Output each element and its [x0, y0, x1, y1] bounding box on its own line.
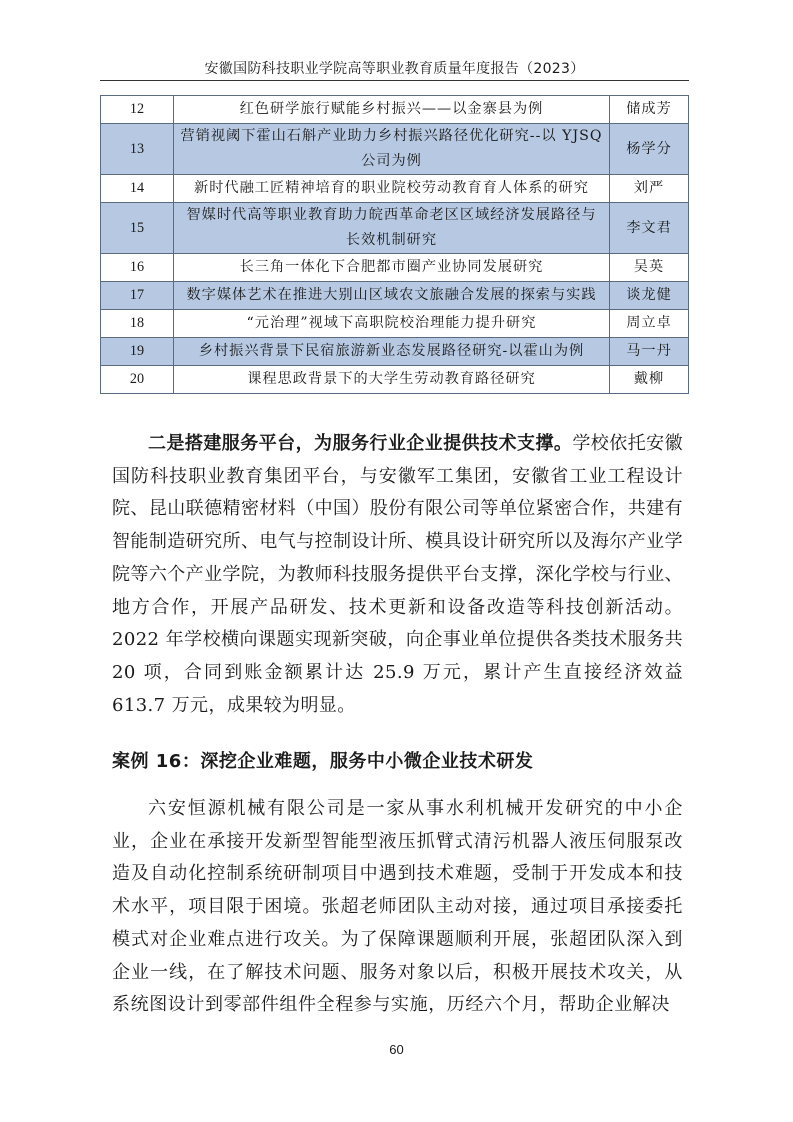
- row-number: 17: [101, 282, 174, 310]
- row-number: 15: [101, 203, 174, 254]
- table-row: [101, 96, 689, 124]
- table-row: [101, 175, 689, 203]
- project-title: 数字媒体艺术在推进大别山区域农文旅融合发展的探索与实践: [174, 282, 610, 310]
- page-number: 60: [389, 1042, 404, 1057]
- section-body: 学校依托安徽国防科技职业教育集团平台，与安徽军工集团，安徽省工业工程设计院、昆山联德精密材料（中国）股份有限公司等单位紧密合作，共建有智能制造研究所、电气与控制设计所、模具设计研究所以及海尔产业学院等六个产业学院，为教师科技服务提供平台支撑，深化学校与行业、地方合作，开展产品研发、技术更新和设备改造等科技创新活动。2022 年学校横向课题实现新突破，向企事业单位提供各类技术服务共 20 项，合同到账金额累计达 25.9 万元，累计产生直接经济效益 613.7 万元，成果较为明显。: [112, 433, 683, 716]
- row-number: 19: [101, 338, 174, 366]
- project-title: 营销视阈下霍山石斛产业助力乡村振兴路径优化研究--以 YJSQ 公司为例: [174, 124, 610, 175]
- project-title: 智媒时代高等职业教育助力皖西革命老区区域经济发展路径与长效机制研究: [174, 203, 610, 254]
- project-leader: 马一丹: [610, 338, 689, 366]
- project-title: 红色研学旅行赋能乡村振兴——以金寨县为例: [174, 96, 610, 124]
- row-number: 12: [101, 96, 174, 124]
- project-leader: 周立卓: [610, 310, 689, 338]
- table-row: [101, 338, 689, 366]
- project-title: “元治理”视域下高职院校治理能力提升研究: [174, 310, 610, 338]
- case-title: 案例 16：深挖企业难题，服务中小微企业技术研发: [112, 751, 534, 772]
- project-title: 课程思政背景下的大学生劳动教育路径研究: [174, 366, 610, 394]
- table-row: [101, 366, 689, 394]
- table-row: [101, 203, 689, 254]
- table-row: [101, 124, 689, 175]
- header-rule: [100, 80, 689, 81]
- project-table: [100, 95, 689, 394]
- project-leader: 李文君: [610, 203, 689, 254]
- table-row: [101, 310, 689, 338]
- project-leader: 戴柳: [610, 366, 689, 394]
- row-number: 18: [101, 310, 174, 338]
- table-row: [101, 254, 689, 282]
- row-number: 14: [101, 175, 174, 203]
- running-header: 安徽国防科技职业学院高等职业教育质量年度报告（2023）: [204, 61, 585, 77]
- project-leader: 谈龙健: [610, 282, 689, 310]
- project-title: 乡村振兴背景下民宿旅游新业态发展路径研究-以霍山为例: [174, 338, 610, 366]
- section-paragraph: [112, 428, 683, 722]
- project-leader: 杨学分: [610, 124, 689, 175]
- section-lead: 二是搭建服务平台，为服务行业企业提供技术支撑。: [148, 433, 573, 454]
- case-paragraph: 六安恒源机械有限公司是一家从事水利机械开发研究的中小企业，企业在承接开发新型智能型液压抓臂式清污机器人液压伺服泵改造及自动化控制系统研制项目中遇到技术难题，受制于开发成本和技术水平，项目限于困境。张超老师团队主动对接，通过项目承接委托模式对企业难点进行攻关。为了保障课题顺利开展，张超团队深入到企业一线，在了解技术问题、服务对象以后，积极开展技术攻关，从系统图设计到零部件组件全程参与实施，历经六个月，帮助企业解决: [112, 798, 683, 1016]
- project-title: 新时代融工匠精神培育的职业院校劳动教育育人体系的研究: [174, 175, 610, 203]
- project-leader: 刘严: [610, 175, 689, 203]
- row-number: 16: [101, 254, 174, 282]
- project-leader: 吴英: [610, 254, 689, 282]
- project-title: 长三角一体化下合肥都市圈产业协同发展研究: [174, 254, 610, 282]
- row-number: 20: [101, 366, 174, 394]
- project-leader: 储成芳: [610, 96, 689, 124]
- row-number: 13: [101, 124, 174, 175]
- table-row: [101, 282, 689, 310]
